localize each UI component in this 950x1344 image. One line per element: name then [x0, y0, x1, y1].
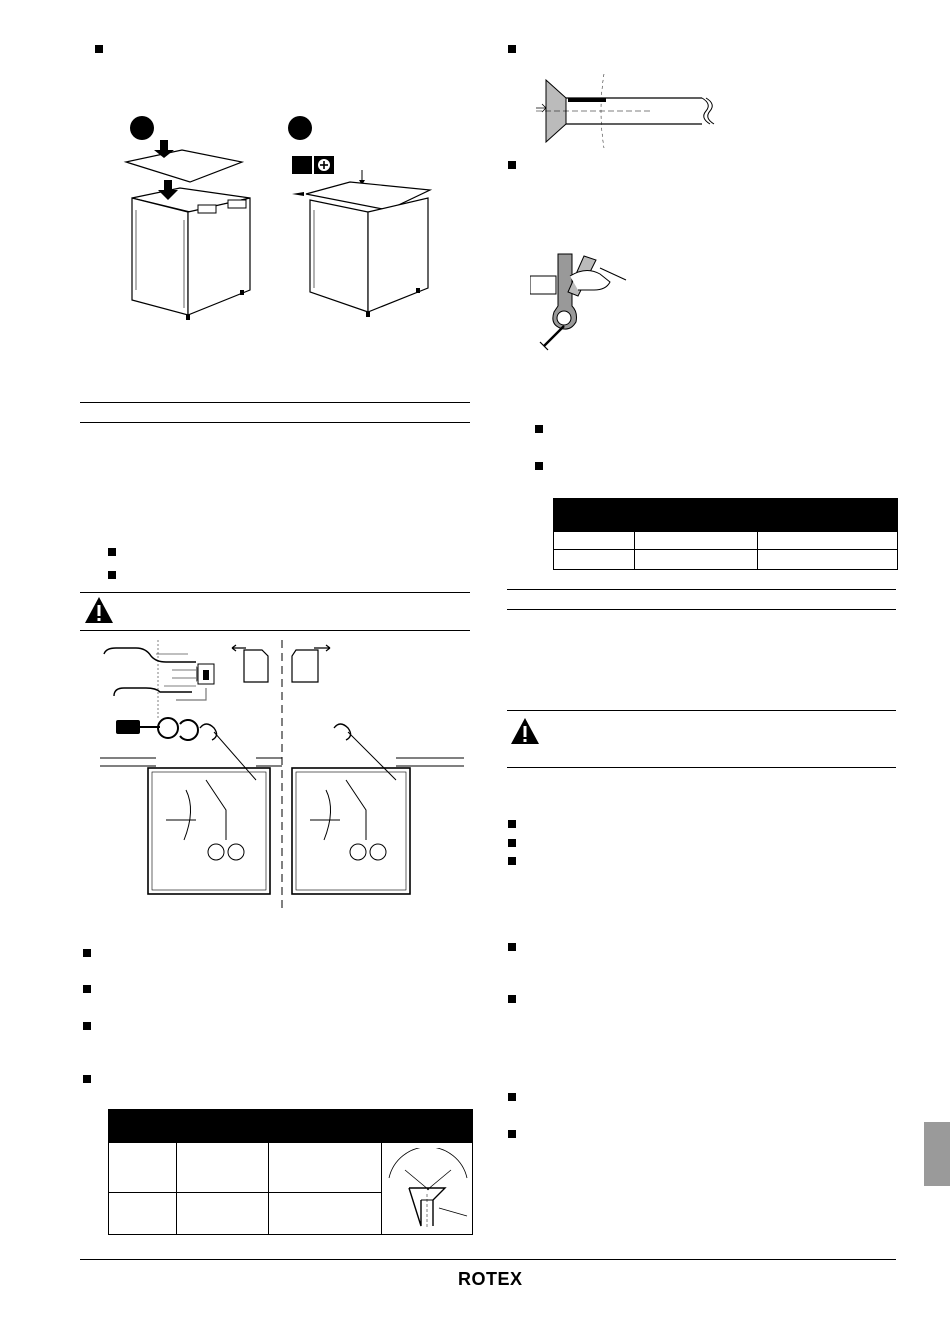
bullet-marker — [508, 857, 516, 865]
warning-rule-top — [507, 710, 896, 711]
warning-triangle-icon — [84, 596, 114, 624]
step-badge-1 — [130, 116, 154, 140]
bullet-marker — [108, 548, 116, 556]
torque-table-header — [554, 499, 897, 531]
torque-table — [553, 498, 898, 570]
bullet-marker — [535, 462, 543, 470]
section-rule — [507, 609, 896, 610]
bullet-marker — [83, 1075, 91, 1083]
warning-rule-bottom — [80, 630, 470, 631]
flare-table — [108, 1109, 473, 1235]
warning-rule-top — [80, 592, 470, 593]
bullet-marker — [508, 1093, 516, 1101]
bullet-marker — [535, 425, 543, 433]
bullet-marker — [83, 949, 91, 957]
wrench-figure — [530, 246, 630, 354]
warning-triangle-icon — [510, 717, 540, 745]
flare-pipe-figure — [532, 74, 732, 148]
chapter-thumb-tab — [924, 1122, 950, 1186]
bullet-marker — [508, 995, 516, 1003]
bullet-marker — [508, 45, 516, 53]
unit-cover-figure — [110, 110, 450, 330]
footer-rule — [80, 1259, 896, 1260]
bullet-marker — [83, 985, 91, 993]
bullet-marker — [508, 839, 516, 847]
bullet-marker — [508, 161, 516, 169]
bullet-marker — [508, 943, 516, 951]
section-rule — [507, 589, 896, 590]
warning-rule-bottom — [507, 767, 896, 768]
section-rule — [80, 402, 470, 403]
bullet-marker — [95, 45, 103, 53]
flare-table-header — [109, 1110, 472, 1142]
bullet-marker — [508, 820, 516, 828]
pipe-connection-figure — [96, 640, 472, 910]
bullet-marker — [108, 571, 116, 579]
section-rule — [80, 422, 470, 423]
flare-diagram — [385, 1148, 471, 1230]
rotex-logo: ROTEX — [458, 1269, 523, 1289]
bullet-marker — [508, 1130, 516, 1138]
bullet-marker — [83, 1022, 91, 1030]
step-badge-2 — [288, 116, 312, 140]
